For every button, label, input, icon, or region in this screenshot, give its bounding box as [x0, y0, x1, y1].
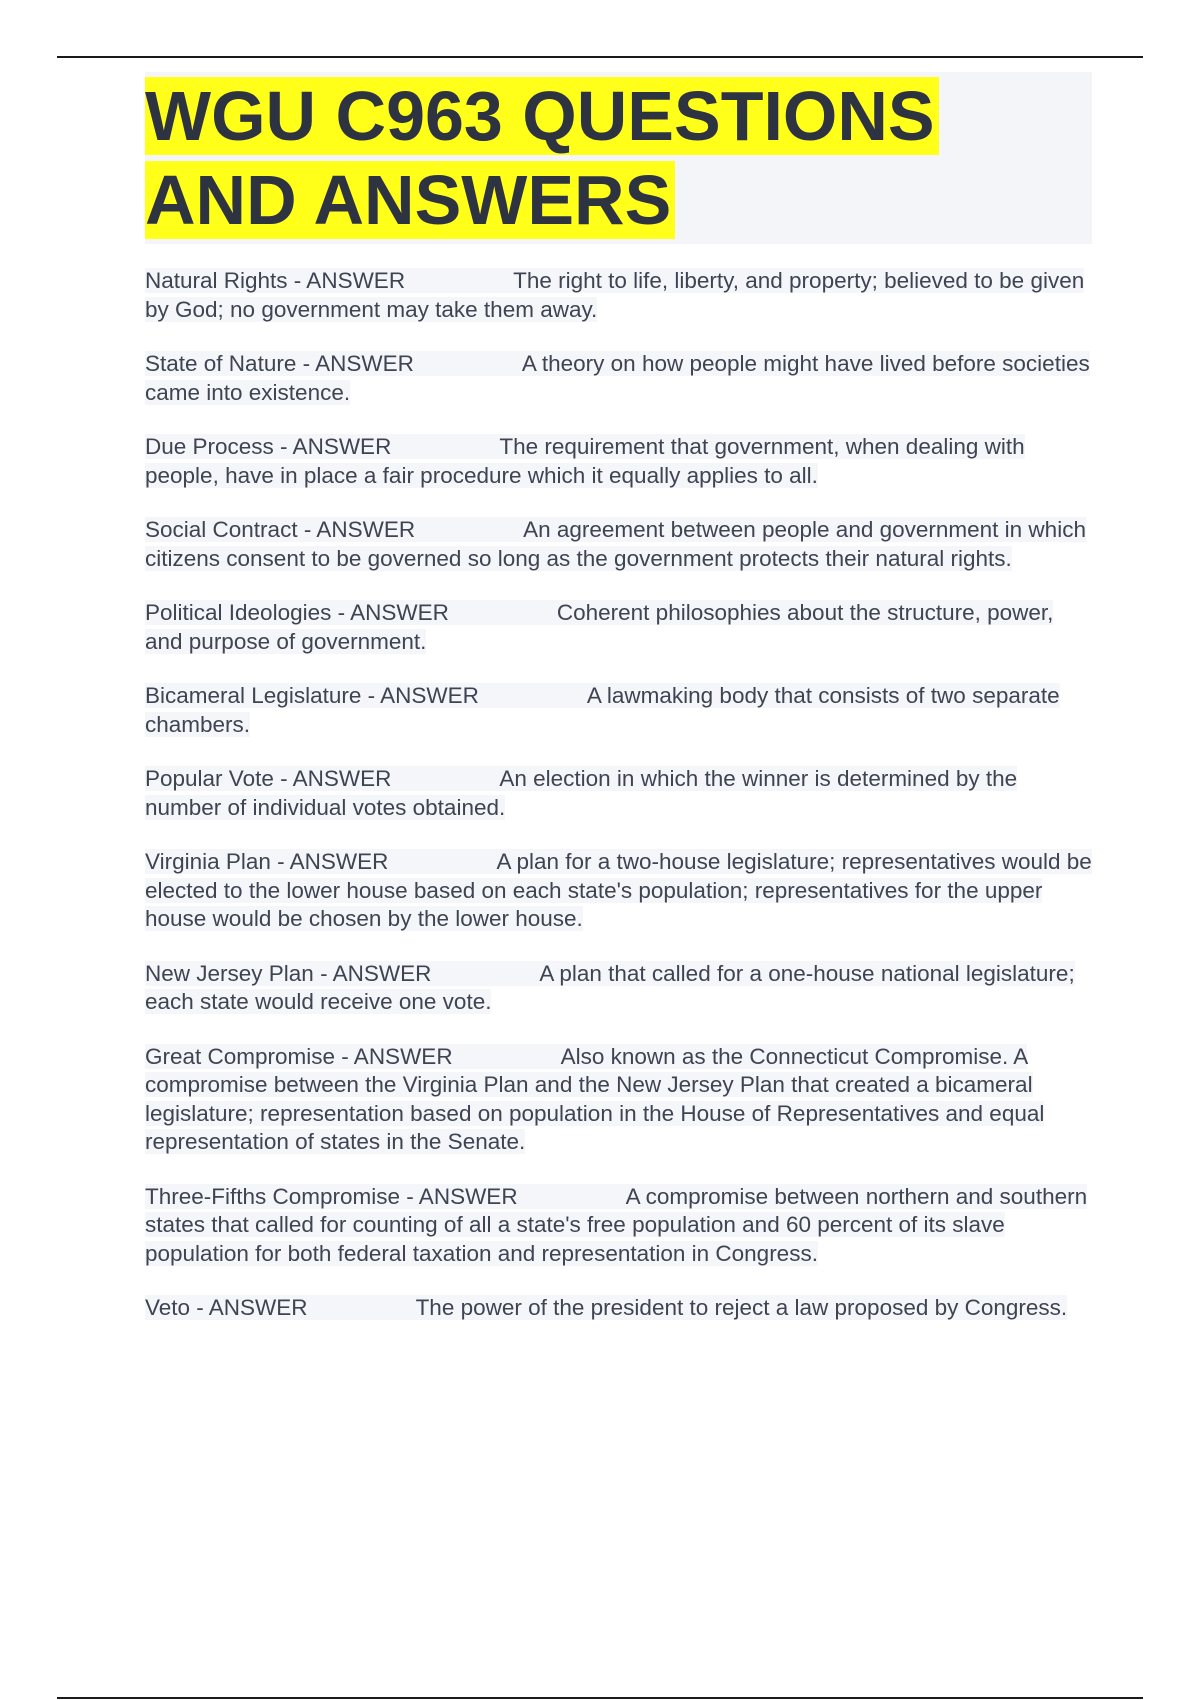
answer: The right to life, liberty, and property; believed to be given by God; no government may take them away.	[145, 268, 1085, 322]
term: Due Process - ANSWER	[145, 434, 392, 459]
answer: The power of the president to reject a law proposed by Congress.	[415, 1295, 1068, 1320]
bottom-rule	[57, 1697, 1143, 1699]
qa-entry-three-fifths-compromise	[145, 1183, 1092, 1269]
title-block	[145, 72, 1092, 244]
qa-entry-political-ideologies	[145, 599, 1092, 656]
term: Virginia Plan - ANSWER	[145, 849, 389, 874]
title-line-2: AND ANSWERS	[145, 161, 675, 239]
answer: An election in which the winner is determined by the number of individual votes obtained.	[145, 766, 1018, 820]
qa-entry-due-process	[145, 433, 1092, 490]
qa-entry-bicameral-legislature	[145, 682, 1092, 739]
qa-entry-veto	[145, 1294, 1092, 1323]
document-body	[145, 72, 1092, 1349]
qa-entry-great-compromise	[145, 1043, 1092, 1157]
top-rule	[57, 56, 1143, 58]
answer: A compromise between northern and southern states that called for counting of all a state's free population and 60 percent of its slave population for both federal taxation and representation in Congress.	[145, 1183, 1088, 1266]
answer: The requirement that government, when dealing with people, have in place a fair procedure which it equally applies to all.	[145, 434, 1025, 488]
term: Veto - ANSWER	[145, 1295, 308, 1320]
qa-entry-natural-rights	[145, 267, 1092, 324]
term: Bicameral Legislature - ANSWER	[145, 683, 479, 708]
answer: A lawmaking body that consists of two separate chambers.	[145, 683, 1060, 737]
answer: Also known as the Connecticut Compromise. A compromise between the Virginia Plan and the New Jersey Plan that created a bicameral legislature; representation based on population in the House of Representatives and equal representation of states in the Senate.	[145, 1043, 1045, 1154]
term: Popular Vote - ANSWER	[145, 766, 392, 791]
document-title	[145, 74, 1092, 242]
qa-entry-social-contract	[145, 516, 1092, 573]
term: Social Contract - ANSWER	[145, 517, 416, 542]
term: Political Ideologies - ANSWER	[145, 600, 449, 625]
answer: A theory on how people might have lived before societies came into existence.	[145, 351, 1090, 405]
answer: An agreement between people and government in which citizens consent to be governed so long as the government protects their natural rights.	[145, 517, 1086, 571]
term: Three-Fifths Compromise - ANSWER	[145, 1183, 518, 1209]
term: State of Nature - ANSWER	[145, 351, 414, 376]
title-line-1: WGU C963 QUESTIONS	[145, 77, 939, 155]
term: Great Compromise - ANSWER	[145, 1043, 453, 1069]
qa-entry-state-of-nature	[145, 350, 1092, 407]
answer: A plan that called for a one-house national legislature; each state would receive one vote.	[145, 960, 1075, 1014]
qa-entry-new-jersey-plan	[145, 960, 1092, 1017]
answer: Coherent philosophies about the structure, power, and purpose of government.	[145, 600, 1054, 654]
answer: A plan for a two-house legislature; representatives would be elected to the lower house based on each state's population; representatives for the upper house would be chosen by the lower house.	[145, 849, 1092, 931]
qa-entry-virginia-plan	[145, 848, 1092, 934]
qa-entry-popular-vote	[145, 765, 1092, 822]
term: New Jersey Plan - ANSWER	[145, 960, 432, 986]
term: Natural Rights - ANSWER	[145, 268, 406, 293]
